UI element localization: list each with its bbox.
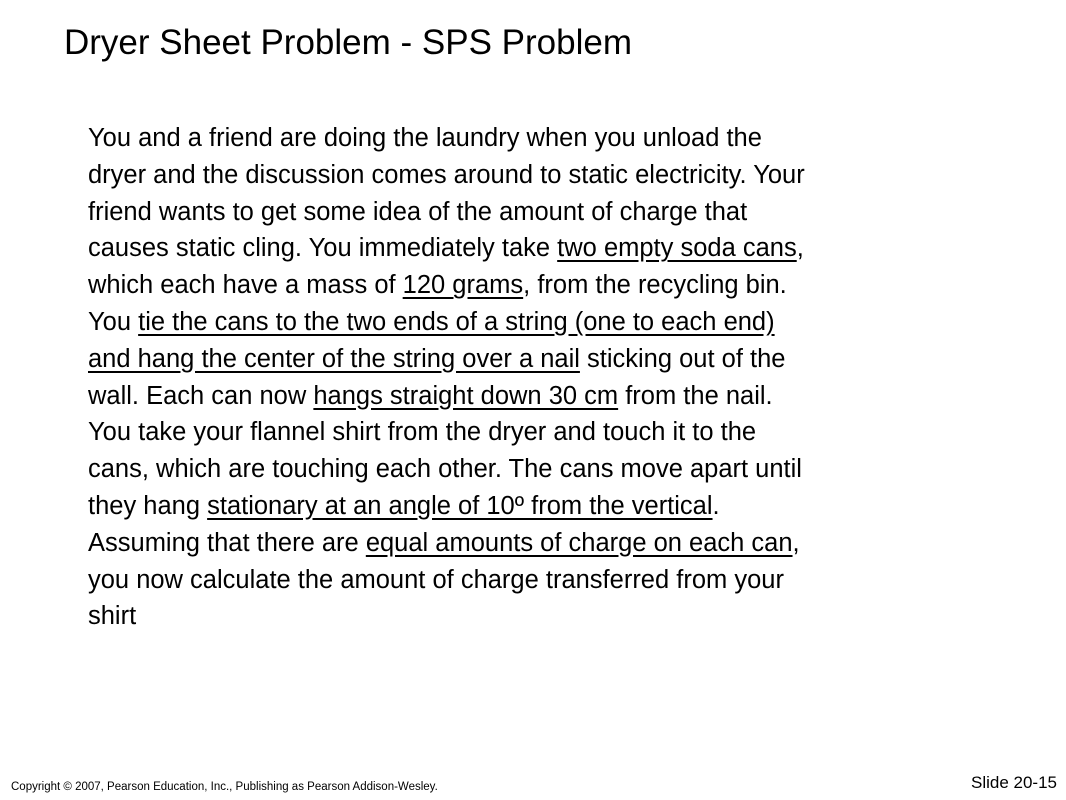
body-line <box>88 525 1008 562</box>
body-line <box>88 562 1008 599</box>
body-line <box>88 194 1008 231</box>
body-text: which each have a mass of <box>88 271 403 300</box>
body-line <box>88 488 1008 525</box>
body-line <box>88 598 1008 635</box>
body-text: friend wants to get some idea of the amount of charge that <box>88 197 748 226</box>
slide-title: Dryer Sheet Problem - SPS Problem <box>64 23 632 62</box>
body-text: they hang <box>88 491 208 520</box>
underlined-phrase: stationary at an angle of 10º from the vertical <box>207 491 713 520</box>
body-text: dryer and the discussion comes around to static electricity. Your <box>88 160 805 189</box>
underlined-phrase: two empty soda cans <box>557 234 797 263</box>
body-line <box>88 341 1008 378</box>
body-line <box>88 304 1008 341</box>
body-text: . <box>712 491 720 520</box>
body-text: causes static cling. You immediately take <box>88 234 558 263</box>
body-text: sticking out of the <box>579 344 786 373</box>
slide-body <box>88 120 1008 635</box>
body-line <box>88 157 1008 194</box>
body-text: You and a friend are doing the laundry when you unload the <box>88 124 762 152</box>
body-text: cans, which are touching each other. The cans move apart until <box>88 455 802 484</box>
slide-number: Slide 20-15 <box>970 773 1057 792</box>
body-text: wall. Each can now <box>88 381 314 410</box>
underlined-phrase: 120 grams <box>402 271 524 300</box>
body-text: , from the recycling bin. <box>523 271 787 300</box>
body-text: , <box>796 234 804 263</box>
underlined-phrase: tie the cans to the two ends of a string (one to each end) <box>138 307 775 336</box>
body-text: from the nail. <box>618 381 773 410</box>
body-line <box>88 120 1008 157</box>
body-line <box>88 267 1008 304</box>
body-line <box>88 414 1008 451</box>
body-text: You <box>88 307 139 336</box>
body-line <box>88 378 1008 415</box>
body-text: Assuming that there are <box>88 528 366 557</box>
body-text: you now calculate the amount of charge transferred from your <box>88 565 784 594</box>
body-text: , <box>792 528 800 557</box>
body-text: shirt <box>88 602 137 631</box>
underlined-phrase: and hang the center of the string over a nail <box>88 344 580 373</box>
body-text: You take your flannel shirt from the dryer and touch it to the <box>88 418 757 447</box>
body-line <box>88 230 1008 267</box>
underlined-phrase: equal amounts of charge on each can <box>365 528 793 557</box>
copyright-notice: Copyright © 2007, Pearson Education, Inc., Publishing as Pearson Addison-Wesley. <box>11 781 438 793</box>
underlined-phrase: hangs straight down 30 cm <box>313 381 619 410</box>
body-line <box>88 451 1008 488</box>
